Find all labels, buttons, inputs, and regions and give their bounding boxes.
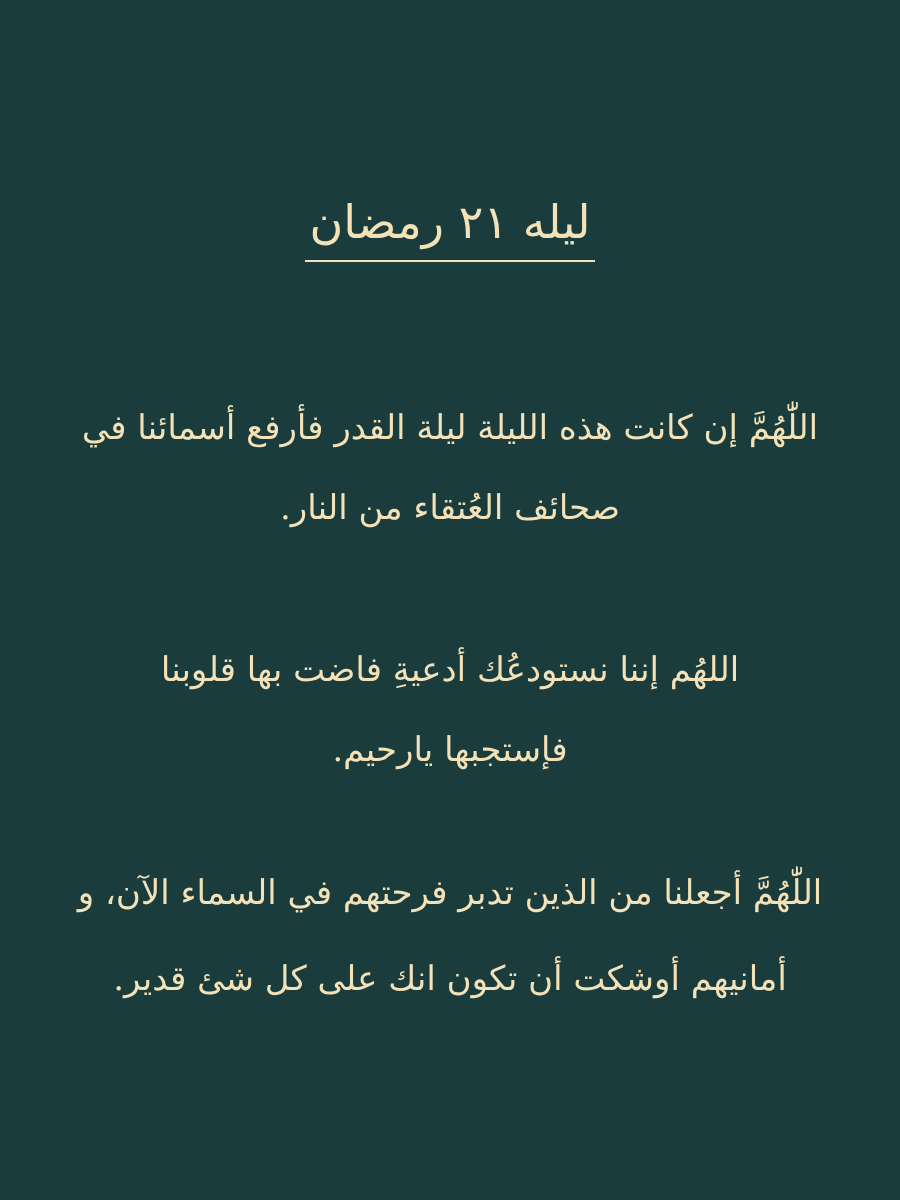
prayer-3-line-1: اللّٰهُمَّ أجعلنا من الذين تدبر فرحتهم في السماء الآن، و bbox=[77, 873, 823, 913]
prayer-1-line-1: اللّٰهُمَّ إن كانت هذه الليلة ليلة القدر فأرفع أسمائنا في bbox=[81, 408, 819, 448]
prayer-block-2 bbox=[40, 630, 860, 790]
prayer-2-line-2: فإستجبها يارحيم. bbox=[332, 730, 568, 770]
prayer-2-line-1: اللهُم إننا نستودعُك أدعيةِ فاضت بها قلوبنا bbox=[160, 650, 740, 690]
page-title bbox=[0, 190, 900, 262]
prayer-1-line-2: صحائف العُتقاء من النار. bbox=[279, 488, 621, 528]
prayer-3-line-2: أمانيهم أوشكت أن تكون انك على كل شئ قدير. bbox=[113, 959, 787, 999]
title-text: ليله ٢١ رمضان bbox=[305, 190, 594, 262]
prayer-block-1 bbox=[40, 388, 860, 548]
prayer-block-3 bbox=[40, 850, 860, 1022]
